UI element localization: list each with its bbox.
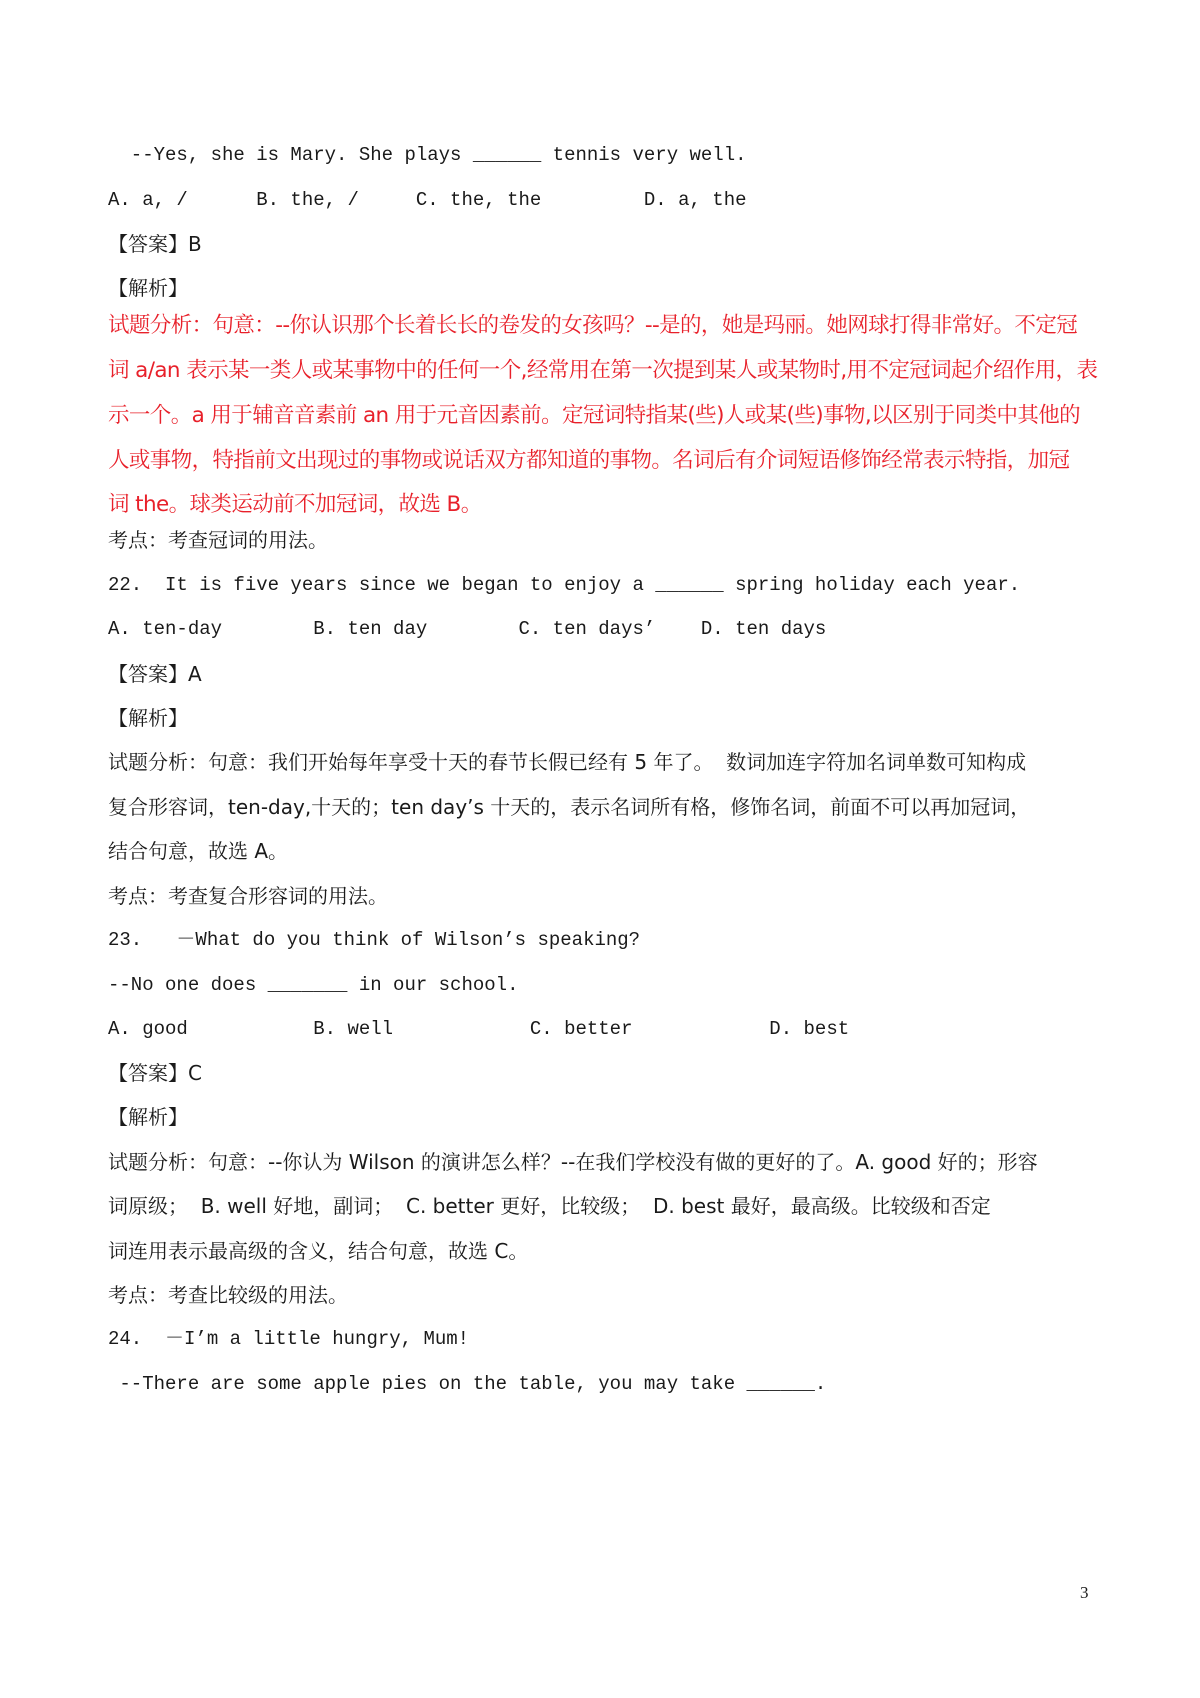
question-24-reply: --There are some apple pies on the table, you may take ______. <box>108 1373 827 1395</box>
analysis-red-line: 示一个。a 用于辅音音素前 an 用于元音因素前。定冠词特指某(些)人或某(些)事物,以区别于同类中其他的 <box>108 403 1081 428</box>
analysis-red-line: 词 a/an 表示某一类人或某事物中的任何一个,经常用在第一次提到某人或某物时,用不定冠词起介绍作用，表 <box>108 358 1098 383</box>
analysis-line: 试题分析：句意：--你认为 Wilson 的演讲怎么样？--在我们学校没有做的更好的了。A. good 好的；形容 <box>108 1150 1038 1174</box>
key-point: 考点：考查复合形容词的用法。 <box>108 884 388 908</box>
question-22: 22. It is five years since we began to enjoy a ______ spring holiday each year. <box>108 574 1021 596</box>
key-point: 考点：考查冠词的用法。 <box>108 528 328 552</box>
analysis-red-line: 试题分析：句意：--你认识那个长着长长的卷发的女孩吗？--是的，她是玛丽。她网球打得非常好。不定冠 <box>108 313 1078 338</box>
question-21-options: A. a, / B. the, / C. the, the D. a, the <box>108 189 747 211</box>
analysis-label: 【解析】 <box>108 706 188 730</box>
answer-label: 【答案】C <box>108 1061 202 1085</box>
analysis-line: 试题分析：句意：我们开始每年享受十天的春节长假已经有 5 年了。 数词加连字符加名词单数可知构成 <box>108 750 1027 774</box>
analysis-line: 结合句意，故选 A。 <box>108 839 289 863</box>
question-23: 23. －What do you think of Wilson’s speaking? <box>108 929 641 951</box>
page-number: 3 <box>1080 1583 1089 1602</box>
question-24: 24. －I’m a little hungry, Mum! <box>108 1328 470 1350</box>
analysis-red-line: 词 the。球类运动前不加冠词，故选 B。 <box>108 492 482 517</box>
question-23-reply: --No one does _______ in our school. <box>108 974 519 996</box>
analysis-label: 【解析】 <box>108 276 188 300</box>
question-22-options: A. ten-day B. ten day C. ten days’ D. ten days <box>108 618 827 640</box>
analysis-line: 词连用表示最高级的含义，结合句意，故选 C。 <box>108 1239 529 1263</box>
analysis-line: 复合形容词，ten-day,十天的；ten day’s 十天的，表示名词所有格，修饰名词，前面不可以再加冠词， <box>108 795 1031 819</box>
key-point: 考点：考查比较级的用法。 <box>108 1283 348 1307</box>
analysis-red-line: 人或事物，特指前文出现过的事物或说话双方都知道的事物。名词后有介词短语修饰经常表示特指，加冠 <box>108 448 1070 473</box>
analysis-line: 词原级； B. well 好地，副词； C. better 更好，比较级； D. best 最好，最高级。比较级和否定 <box>108 1194 991 1218</box>
question-23-options: A. good B. well C. better D. best <box>108 1018 850 1040</box>
question-21-reply: --Yes, she is Mary. She plays ______ tennis very well. <box>108 144 747 166</box>
analysis-label: 【解析】 <box>108 1105 188 1129</box>
answer-label: 【答案】B <box>108 232 202 256</box>
answer-label: 【答案】A <box>108 662 202 686</box>
